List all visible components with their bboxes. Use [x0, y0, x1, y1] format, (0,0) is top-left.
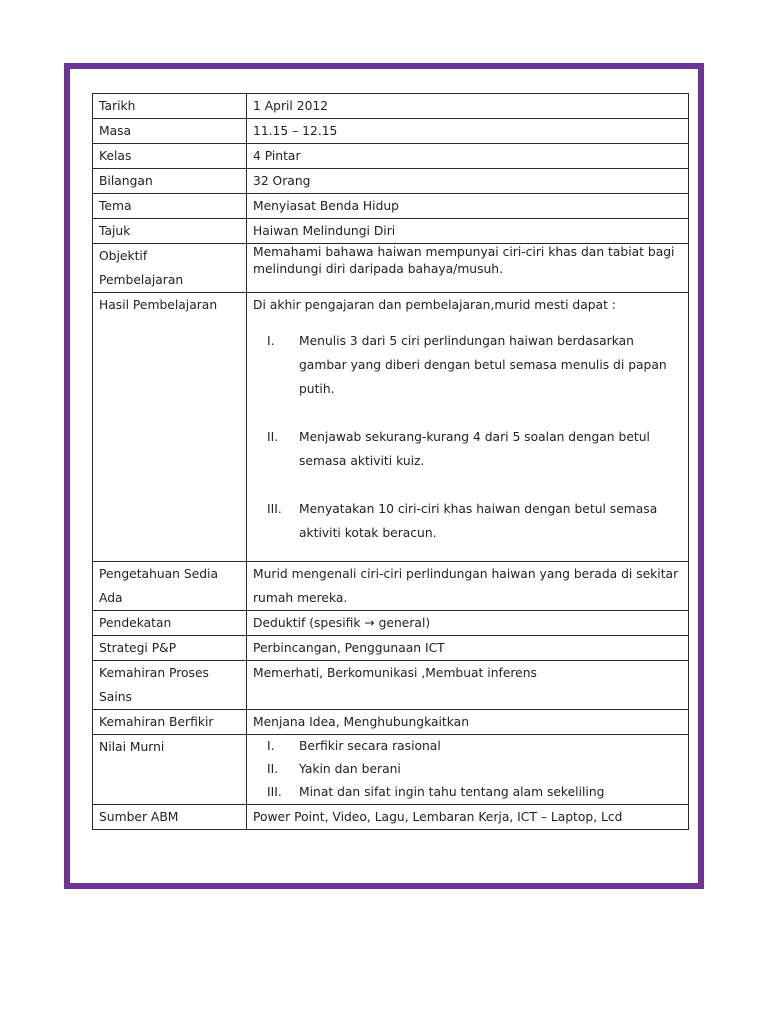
table-row: [93, 219, 689, 244]
row-label-proses: Kemahiran Proses Sains: [93, 661, 247, 710]
nilai-list: [253, 735, 682, 804]
list-item: [253, 758, 682, 781]
row-label-strategi: Strategi P&P: [93, 636, 247, 661]
list-item: [253, 329, 682, 401]
hasil-intro: Di akhir pengajaran dan pembelajaran,murid mesti dapat :: [253, 298, 616, 312]
list-item-number: II.: [267, 430, 279, 444]
list-item-number: I.: [267, 739, 275, 753]
table-row: [93, 562, 689, 611]
row-value-tarikh: 1 April 2012: [247, 94, 689, 119]
row-label-kelas: Kelas: [93, 144, 247, 169]
row-value-kelas: 4 Pintar: [247, 144, 689, 169]
row-label-pendekatan: Pendekatan: [93, 611, 247, 636]
list-item: [253, 781, 682, 804]
page-border-frame: [64, 63, 704, 889]
hasil-list: [253, 329, 682, 545]
row-label-objektif-line1: Objektif: [99, 249, 148, 263]
list-item-text: Minat dan sifat ingin tahu tentang alam sekeliling: [299, 785, 605, 799]
row-label-bilangan: Bilangan: [93, 169, 247, 194]
table-row: [93, 293, 689, 562]
list-item-text: Menjawab sekurang-kurang 4 dari 5 soalan dengan betul semasa aktiviti kuiz.: [299, 430, 650, 468]
list-item-number: III.: [267, 502, 282, 516]
table-row: [93, 94, 689, 119]
row-value-masa: 11.15 – 12.15: [247, 119, 689, 144]
list-item-number: I.: [267, 334, 275, 348]
table-row: [93, 144, 689, 169]
table-row: [93, 636, 689, 661]
list-item: [253, 425, 682, 473]
list-item-number: II.: [267, 762, 279, 776]
list-item-text: Berfikir secara rasional: [299, 739, 441, 753]
row-label-pengetahuan: Pengetahuan Sedia Ada: [93, 562, 247, 611]
table-row: [93, 611, 689, 636]
list-item-text: Menyatakan 10 ciri-ciri khas haiwan dengan betul semasa aktiviti kotak beracun.: [299, 502, 658, 540]
row-label-nilai: Nilai Murni: [93, 735, 247, 805]
row-value-bilangan: 32 Orang: [247, 169, 689, 194]
row-value-proses: Memerhati, Berkomunikasi ,Membuat inferens: [247, 661, 689, 710]
row-label-masa: Masa: [93, 119, 247, 144]
row-value-nilai: [247, 735, 689, 805]
table-row: [93, 710, 689, 735]
list-item: [253, 497, 682, 545]
table-row: [93, 244, 689, 293]
row-value-tajuk: Haiwan Melindungi Diri: [247, 219, 689, 244]
row-label-tarikh: Tarikh: [93, 94, 247, 119]
row-label-tema: Tema: [93, 194, 247, 219]
list-item: [253, 735, 682, 758]
row-label-objektif: [93, 244, 247, 293]
row-label-tajuk: Tajuk: [93, 219, 247, 244]
row-label-sumber: Sumber ABM: [93, 805, 247, 830]
list-item-number: III.: [267, 785, 282, 799]
row-value-pengetahuan: Murid mengenali ciri-ciri perlindungan haiwan yang berada di sekitar rumah mereka.: [247, 562, 689, 611]
row-value-sumber: Power Point, Video, Lagu, Lembaran Kerja, ICT – Laptop, Lcd: [247, 805, 689, 830]
row-value-tema: Menyiasat Benda Hidup: [247, 194, 689, 219]
table-row: [93, 194, 689, 219]
lesson-plan-table: [92, 93, 689, 830]
table-row: [93, 169, 689, 194]
row-value-pendekatan: Deduktif (spesifik → general): [247, 611, 689, 636]
row-value-berfikir: Menjana Idea, Menghubungkaitkan: [247, 710, 689, 735]
row-value-hasil: [247, 293, 689, 562]
row-label-objektif-line2: Pembelajaran: [99, 273, 184, 287]
table-row: [93, 119, 689, 144]
row-value-objektif: Memahami bahawa haiwan mempunyai ciri-ciri khas dan tabiat bagi melindungi diri daripada bahaya/musuh.: [247, 244, 689, 293]
table-row: [93, 805, 689, 830]
row-value-strategi: Perbincangan, Penggunaan ICT: [247, 636, 689, 661]
row-label-hasil: Hasil Pembelajaran: [93, 293, 247, 562]
table-row: [93, 735, 689, 805]
table-row: [93, 661, 689, 710]
row-label-berfikir: Kemahiran Berfikir: [93, 710, 247, 735]
list-item-text: Menulis 3 dari 5 ciri perlindungan haiwan berdasarkan gambar yang diberi dengan betul semasa menulis di papan putih.: [299, 334, 667, 396]
list-item-text: Yakin dan berani: [299, 762, 401, 776]
